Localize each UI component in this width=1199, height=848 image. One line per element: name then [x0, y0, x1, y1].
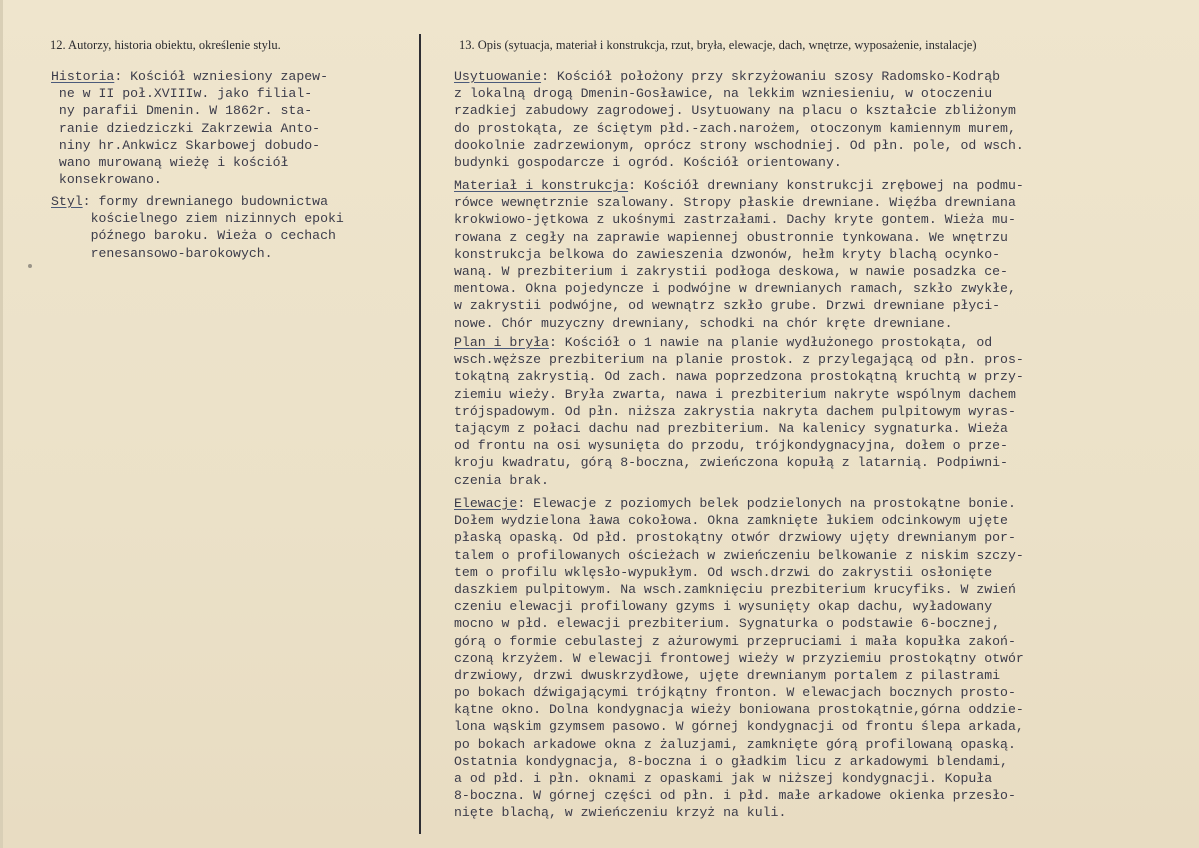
text-line: krokwiowo-jętkowa z ukośnymi zastrzałami. Dachy kryte gontem. Wieża mu-: [454, 212, 1016, 228]
left-column-header: 12. Autorzy, historia obiektu, określenie stylu.: [50, 38, 281, 52]
text-line: kroju kwadratu, górą 8-boczna, zwieńczona kopułą z latarnią. Podpiwni-: [454, 455, 1008, 471]
text-line: po bokach arkadowe okna z żaluzjami, zamknięte górą profilowaną opaską.: [454, 736, 1016, 752]
text-line: ny parafii Dmenin. W 1862r. sta-: [58, 103, 313, 119]
text-line: lona wąskim gzymsem pasowo. W górnej kondygnacji od frontu ślepa arkada,: [454, 719, 1024, 735]
text-line: Materiał i konstrukcja: Kościół drewniany konstrukcji zrębowej na podmu-: [454, 178, 1024, 193]
material-section: [454, 177, 1024, 332]
text-line: wsch.węższe prezbiterium na planie prostok. z przylegającą od płn. pros-: [454, 352, 1024, 368]
text-line: niny hr.Ankwicz Skarbowej dobudo-: [58, 137, 321, 153]
section-label: Styl: [51, 194, 83, 209]
section-label: Elewacje: [454, 496, 518, 511]
text-line: talem o profilowanych ościeżach w zwieńczeniu belkowanie z niskim szczy-: [454, 547, 1024, 563]
text-line: nowe. Chór muzyczny drewniany, schodki na chór kręte drewniane.: [454, 315, 953, 331]
column-divider: [419, 34, 421, 834]
text-line: trójspadowym. Od płn. niższa zakrystia nakryta dachem pulpitowym wyras-: [454, 403, 1016, 419]
text-line: konsekrowano.: [58, 172, 162, 188]
section-label: Usytuowanie: [454, 69, 542, 84]
paper-mark: [28, 264, 32, 268]
section-label: Historia: [51, 69, 115, 84]
text-line: Ostatnia kondygnacja, 8-boczna i o gładkim licu z arkadowymi blendami,: [454, 753, 1008, 769]
text-line: czoną krzyżem. W elewacji frontowej wieży w przyziemiu prostokątny otwór: [454, 650, 1024, 666]
text-line: tającym z połaci dachu nad prezbiterium. Na kalenicy sygnaturka. Wieża: [454, 420, 1008, 436]
text-line: dookolnie zadrzewionym, oprócz strony wschodniej. Od płn. pole, od wsch.: [454, 137, 1024, 153]
text-line: Elewacje: Elewacje z poziomych belek podzielonych na prostokątne bonie.: [454, 496, 1016, 511]
text-line: czenia brak.: [454, 472, 549, 488]
text-line: Usytuowanie: Kościół położony przy skrzyżowaniu szosy Radomsko-Kodrąb: [454, 69, 1001, 84]
text-line: ne w II poł.XVIIIw. jako filial-: [58, 86, 313, 102]
text-line: rowana z cegły na zaprawie wapiennej obustronnie tynkowana. We wnętrzu: [454, 229, 1008, 245]
usytuowanie-section: [454, 68, 1024, 171]
historia-section: [51, 68, 328, 188]
section-label: Plan i bryła: [454, 335, 549, 350]
text-line: kościelnego ziem nizinnych epoki: [90, 211, 344, 227]
text-line: rówce wewnętrznie szalowany. Stropy płaskie drewniane. Więźba drewniana: [454, 195, 1016, 211]
text-line: a od płd. i płn. oknami z opaskami jak w niższej kondygnacji. Kopuła: [454, 771, 993, 786]
text-line: nięte blachą, w zwieńczeniu krzyż na kuli.: [454, 805, 787, 821]
text-line: mocno w płd. elewacji prezbiterium. Sygnaturka o podstawie 6-bocznej,: [454, 616, 1001, 632]
text-line: tem o profilu wklęsło-wypukłym. Od wsch.drzwi do zakrystii osłonięte: [454, 564, 993, 580]
text-line: późnego baroku. Wieża o cechach: [90, 228, 336, 244]
section-label: Materiał i konstrukcja: [454, 178, 629, 193]
text-line: wano murowaną wieżę i kościół: [58, 154, 289, 170]
text-line: rzadkiej zabudowy zagrodowej. Usytuowany na placu o kształcie zbliżonym: [454, 103, 1016, 119]
text-line: płaską opaską. Od płd. prostokątny otwór drzwiowy ujęty drewnianym por-: [454, 530, 1016, 546]
styl-section: [51, 193, 344, 262]
text-line: czeniu elewacji profilowany gzyms i wysunięty okap dachu, wyładowany: [454, 599, 993, 615]
elewacje-section: [454, 495, 1024, 822]
right-column-header: 13. Opis (sytuacja, materiał i konstrukcja, rzut, bryła, elewacje, dach, wnętrze, wyposażenie, instalacje): [459, 38, 977, 52]
text-line: drzwiowy, drzwi dwuskrzydłowe, ujęte drewnianym portalem z pilastrami: [454, 667, 1001, 683]
text-line: waną. W prezbiterium i zakrystii podłoga deskowa, w nawie posadzka ce-: [454, 263, 1008, 279]
text-line: mentowa. Okna pojedyncze i podwójne w drewnianych ramach, szkło zwykłe,: [454, 281, 1016, 297]
text-line: kątne okno. Dolna kondygnacja wieży boniowana prostokątnie,górna oddzie-: [454, 702, 1024, 718]
text-line: renesansowo-barokowych.: [90, 245, 273, 261]
text-line: daszkiem pulpitowym. Na wsch.zamknięciu prezbiterium krucyfiks. W zwień: [454, 581, 1016, 597]
text-line: po bokach dźwigającymi trójkątny fronton. W elewacjach bocznych prosto-: [454, 685, 1016, 701]
text-line: tokątną zakrystią. Od zach. nawa poprzedzona prostokątną kruchtą w przy-: [454, 369, 1024, 385]
text-line: Plan i bryła: Kościół o 1 nawie na planie wydłużonego prostokąta, od: [454, 335, 993, 350]
text-line: budynki gospodarcze i ogród. Kościół orientowany.: [454, 154, 842, 170]
text-line: Historia: Kościół wzniesiony zapew-: [51, 69, 328, 84]
text-line: z lokalną drogą Dmenin-Gosławice, na lekkim wzniesieniu, w otoczeniu: [454, 86, 993, 102]
text-line: ziemiu wieży. Bryła zwarta, nawa i prezbiterium nakryte wspólnym dachem: [454, 386, 1016, 402]
text-line: Styl: formy drewnianego budownictwa: [51, 194, 328, 209]
text-line: ranie dziedziczki Zakrzewia Anto-: [58, 120, 321, 136]
text-line: w zakrystii podwójne, od wewnątrz szkło grube. Drzwi drewniane płyci-: [454, 298, 1001, 314]
text-line: Dołem wydzielona ława cokołowa. Okna zamknięte łukiem odcinkowym ujęte: [454, 513, 1008, 529]
plan-section: [454, 334, 1024, 489]
text-line: górą o formie cebulastej z ażurowymi przepruciami i mała kopułka zakoń-: [454, 633, 1016, 649]
text-line: do prostokąta, ze ściętym płd.-zach.narożem, otoczonym kamiennym murem,: [454, 120, 1016, 136]
text-line: 8-boczna. W górnej części od płn. i płd. małe arkadowe okienka przesło-: [454, 788, 1016, 804]
text-line: konstrukcja belkowa do zawieszenia dzwonów, hełm kryty blachą ocynko-: [454, 246, 1001, 262]
text-line: od frontu na osi wysunięta do przodu, trójkondygnacyjna, dołem o prze-: [454, 438, 1008, 454]
